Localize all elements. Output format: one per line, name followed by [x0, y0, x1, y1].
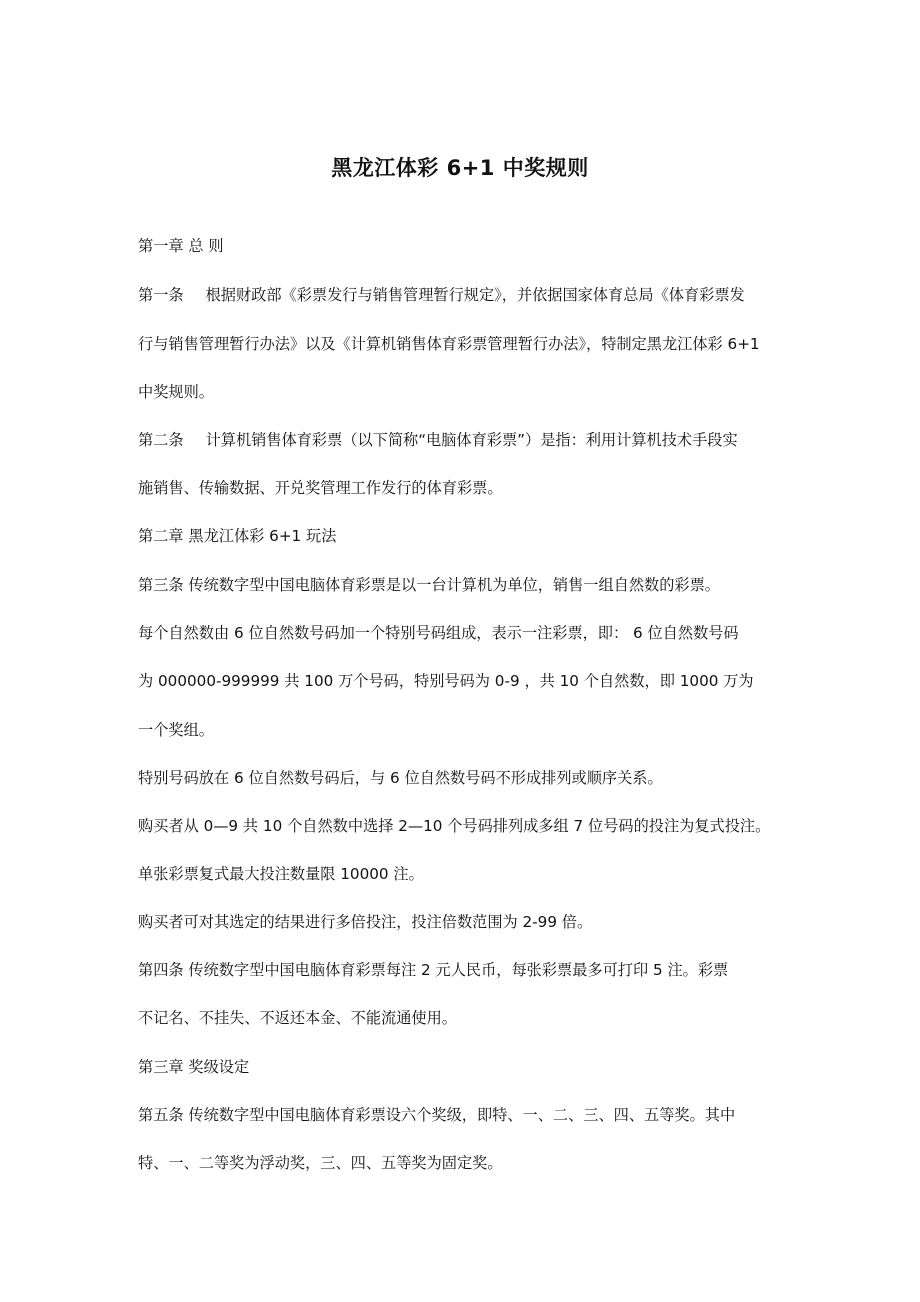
chapter-2-heading: 第二章 黑龙江体彩 6+1 玩法	[138, 527, 337, 545]
article-2-line-1	[138, 427, 738, 453]
article-3-line-4: 一个奖组。	[138, 721, 214, 739]
article-3-line-7: 单张彩票复式最大投注数量限 10000 注。	[138, 865, 424, 883]
chapter-3-heading: 第三章 奖级设定	[138, 1058, 250, 1076]
article-1-text: 根据财政部《彩票发行与销售管理暂行规定》，并依据国家体育总局《体育彩票发	[205, 286, 745, 304]
article-1-line-3: 中奖规则。	[138, 383, 214, 401]
article-3-line-3: 为 000000-999999 共 100 万个号码，特别号码为 0-9 ，共 10 个自然数，即 1000 万为	[138, 672, 754, 690]
article-3-line-2: 每个自然数由 6 位自然数号码加一个特别号码组成，表示一注彩票，即： 6 位自然数号码	[138, 624, 739, 642]
article-2-line-2: 施销售、传输数据、开兑奖管理工作发行的体育彩票。	[138, 479, 503, 497]
article-5-line-2: 特、一、二等奖为浮动奖，三、四、五等奖为固定奖。	[138, 1154, 503, 1172]
article-1-label: 第一条	[138, 286, 184, 304]
article-3-line-6: 购买者从 0—9 共 10 个自然数中选择 2—10 个号码排列成多组 7 位号码的投注为复式投注。	[138, 817, 771, 835]
article-4-line-2: 不记名、不挂失、不返还本金、不能流通使用。	[138, 1009, 457, 1027]
article-5-line-1: 第五条 传统数字型中国电脑体育彩票设六个奖级，即特、一、二、三、四、五等奖。其中	[138, 1106, 736, 1124]
article-1-line-2: 行与销售管理暂行办法》以及《计算机销售体育彩票管理暂行办法》，特制定黑龙江体彩 6+1	[138, 335, 760, 353]
document-title: 黑龙江体彩 6+1 中奖规则	[331, 156, 589, 180]
chapter-1-heading: 第一章 总 则	[138, 237, 224, 255]
article-3-line-1: 第三条 传统数字型中国电脑体育彩票是以一台计算机为单位，销售一组自然数的彩票。	[138, 576, 720, 594]
article-1-line-1	[138, 282, 745, 308]
article-3-line-5: 特别号码放在 6 位自然数号码后，与 6 位自然数号码不形成排列或顺序关系。	[138, 769, 663, 787]
article-2-label: 第二条	[138, 431, 184, 449]
article-4-line-1: 第四条 传统数字型中国电脑体育彩票每注 2 元人民币，每张彩票最多可打印 5 注。彩票	[138, 961, 729, 979]
article-2-text: 计算机销售体育彩票（以下简称“电脑体育彩票”）是指：利用计算机技术手段实	[205, 431, 738, 449]
article-3-line-8: 购买者可对其选定的结果进行多倍投注，投注倍数范围为 2-99 倍。	[138, 913, 593, 931]
